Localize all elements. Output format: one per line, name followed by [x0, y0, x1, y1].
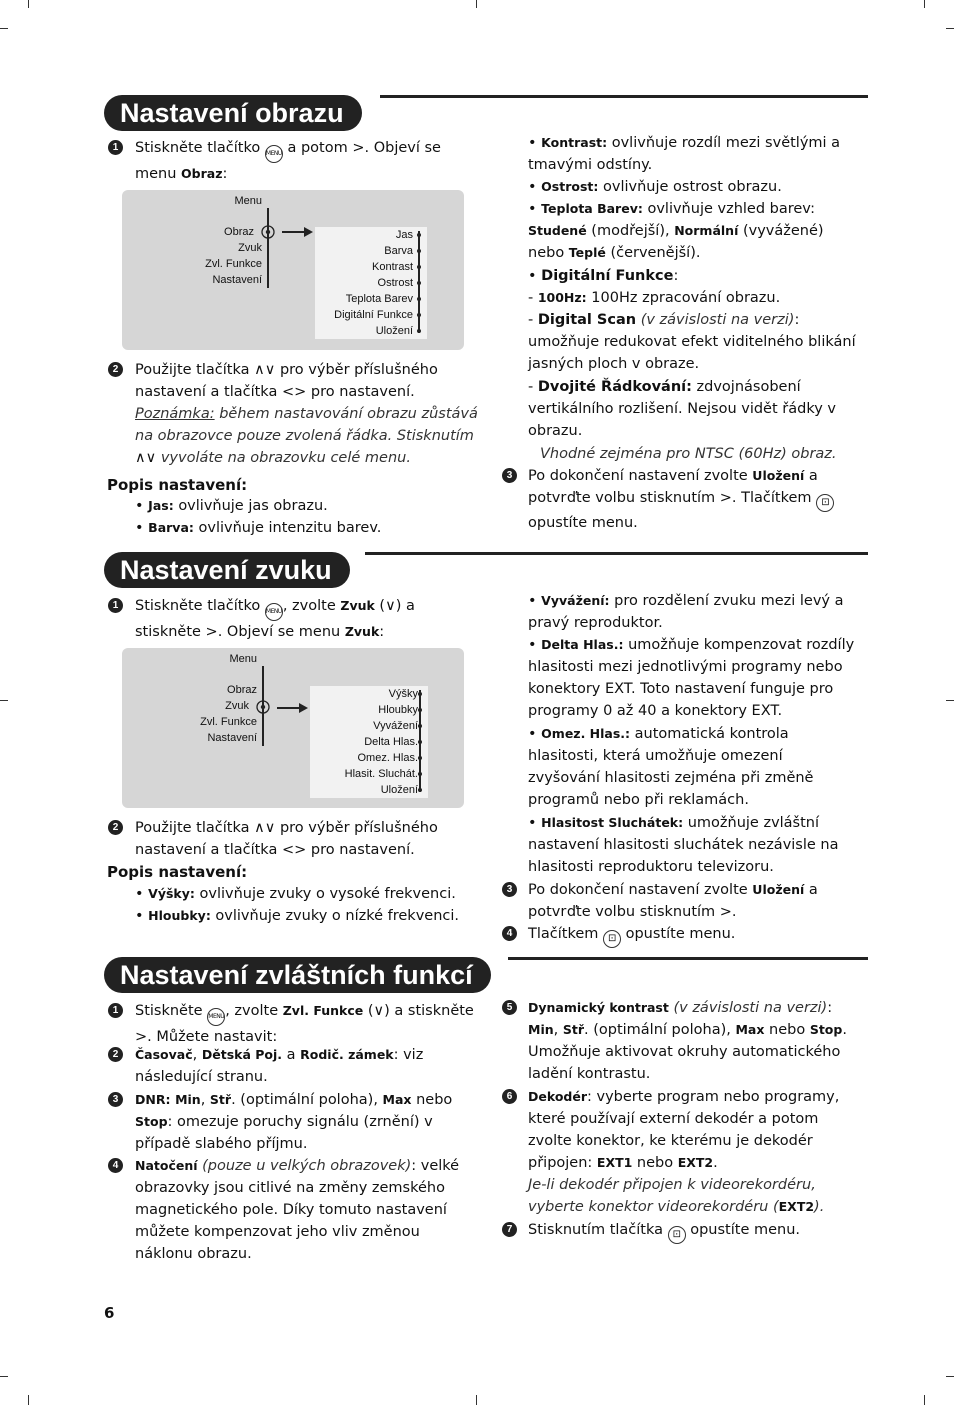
obraz-step2: Použijte tlačítka ∧∨ pro výběr příslušného nastavení a tlačítka <> pro nastavení. Poznámka: během nastavování obrazu zůstává na obrazovce pouze zvolená řádka. Stisknutím ∧∨ vyvoláte na obrazovku celé menu.	[135, 362, 478, 466]
menu-button-icon: MENU	[265, 603, 283, 621]
crop-mark	[924, 1395, 925, 1405]
crop-mark	[946, 700, 954, 701]
funkce-step3: DNR: Min, Stř. (optimální poloha), Max nebo Stop: omezuje poruchy signálu (zrnění) v případě slabého příjmu.	[135, 1092, 453, 1152]
menu-diagram-zvuk	[122, 648, 464, 808]
menu-dot	[418, 756, 422, 760]
funkce-step4: Natočení (pouze u velkých obrazovek): velké obrazovky jsou citlivé na změny zemského magnetického pole. Díky tomuto nastavení můžete kompenzovat jeho vliv změnou náklonu obrazu.	[135, 1158, 460, 1262]
crop-mark	[476, 0, 477, 8]
submenu-item: Hlasit. Sluchát.	[344, 768, 418, 780]
crop-mark	[0, 700, 8, 701]
popis-heading: Popis nastavení:	[107, 476, 248, 494]
menu-item-obraz: Obraz	[227, 684, 257, 696]
submenu-item: Hloubky	[378, 704, 418, 716]
section-title-obraz: Nastavení obrazu	[104, 95, 362, 131]
zvuk-step4: Tlačítkem ⊡ opustíte menu.	[528, 923, 858, 948]
bullet-vyvazeni: • Vyvážení: pro rozdělení zvuku mezi levý a pravý reproduktor.	[528, 593, 844, 631]
menu-dot	[417, 281, 421, 285]
bullet-teplota: • Teplota Barev: ovlivňuje vzhled barev: Studené (modřejší), Normální (vyvážené) nebo Teplé (červenější).	[528, 201, 824, 261]
step-number-3: 3	[502, 468, 517, 483]
navigation-cursor-icon	[259, 223, 279, 243]
funkce-step7: Stisknutím tlačítka ⊡ opustíte menu.	[528, 1219, 858, 1244]
crop-mark	[0, 28, 8, 29]
step-number-3: 3	[108, 1092, 123, 1107]
step-number-7: 7	[502, 1222, 517, 1237]
submenu-item: Barva	[384, 245, 413, 257]
menu-dot	[418, 740, 422, 744]
menu-item-nastaveni: Nastavení	[207, 732, 257, 744]
menu-dot	[417, 249, 421, 253]
crop-mark	[946, 28, 954, 29]
menu-item-zvuk: Zvuk	[225, 700, 249, 712]
step-number-1: 1	[108, 1003, 123, 1018]
step-number-5: 5	[502, 1000, 517, 1015]
bullet-digital: • Digitální Funkce:	[528, 268, 679, 284]
bullet-barva: • Barva: ovlivňuje intenzitu barev.	[135, 520, 382, 536]
funkce-step6: Dekodér: vyberte program nebo programy, které používají externí dekodér a potom zvolte konektor, ke kterému je dekodér připojen: EXT1 nebo EXT2. Je-li dekodér připojen k videorekordéru, vyberte konektor videorekordéru (EXT2).	[528, 1089, 840, 1215]
bullet-jas: • Jas: ovlivňuje jas obrazu.	[135, 498, 328, 514]
section-rule	[365, 552, 868, 555]
section-title-zvuk: Nastavení zvuku	[104, 552, 350, 588]
obraz-step1: Stiskněte tlačítko MENU a potom >. Objeví se menu Obraz:	[135, 140, 441, 182]
submenu-item: Teplota Barev	[345, 293, 413, 305]
menu-item-nastaveni: Nastavení	[212, 274, 262, 286]
arrow-right-icon	[282, 225, 314, 239]
crop-mark	[0, 1376, 8, 1377]
tv-button-icon: ⊡	[603, 930, 621, 948]
menu-button-icon: MENU	[207, 1008, 225, 1026]
menu-dot	[417, 329, 421, 333]
step-number-4: 4	[108, 1158, 123, 1173]
step-number-1: 1	[108, 140, 123, 155]
bullet-hloubky: • Hloubky: ovlivňuje zvuky o nízké frekvenci.	[135, 908, 459, 924]
submenu-item: Ostrost	[377, 277, 413, 289]
menu-button-icon: MENU	[265, 145, 283, 163]
menu-line	[267, 208, 269, 288]
section-rule	[380, 95, 868, 98]
step-number-3: 3	[502, 882, 517, 897]
crop-mark	[946, 1376, 954, 1377]
step-number-1: 1	[108, 598, 123, 613]
bullet-sluchatka: • Hlasitost Sluchátek: umožňuje zvláštní nastavení hlasitosti sluchátek nezávisle na hlasitosti reproduktoru televizoru.	[528, 815, 839, 875]
menu-dot	[418, 724, 422, 728]
crop-mark	[28, 0, 29, 8]
funkce-step5: Dynamický kontrast (v závislosti na verzi): Min, Stř. (optimální poloha), Max nebo Stop. Umožňuje aktivovat okruhy automatického ladění kontrastu.	[528, 1000, 847, 1082]
submenu-item: Omez. Hlas.	[357, 752, 418, 764]
navigation-cursor-icon	[254, 698, 274, 718]
menu-root-label: Menu	[229, 653, 257, 665]
menu-dot	[417, 297, 421, 301]
menu-dot	[418, 772, 422, 776]
page-number: 6	[104, 1304, 115, 1322]
menu-item-zvl-funkce: Zvl. Funkce	[200, 716, 257, 728]
submenu-item: Delta Hlas.	[364, 736, 418, 748]
ntsc-note: Vhodné zejména pro NTSC (60Hz) obraz.	[540, 446, 837, 462]
obraz-step3: Po dokončení nastavení zvolte Uložení a potvrďte volbu stisknutím >. Tlačítkem ⊡ opustíte menu.	[528, 465, 858, 534]
submenu-item: Kontrast	[372, 261, 413, 273]
submenu-item: Digitální Funkce	[334, 309, 413, 321]
submenu-item: Jas	[395, 229, 413, 241]
menu-item-zvl-funkce: Zvl. Funkce	[205, 258, 262, 270]
submenu-item: Výšky	[388, 688, 418, 700]
zvuk-step2: Použijte tlačítka ∧∨ pro výběr příslušného nastavení a tlačítka <> pro nastavení.	[135, 820, 438, 858]
menu-root-label: Menu	[234, 195, 262, 207]
menu-dot	[418, 788, 422, 792]
bullet-100hz: - 100Hz: 100Hz zpracování obrazu.	[528, 290, 781, 306]
step-number-6: 6	[502, 1089, 517, 1104]
popis-heading: Popis nastavení:	[107, 863, 248, 881]
tv-button-icon: ⊡	[668, 1226, 686, 1244]
menu-item-obraz: Obraz	[224, 226, 254, 238]
crop-mark	[924, 0, 925, 8]
menu-dot	[417, 313, 421, 317]
note-label: Poznámka:	[135, 406, 215, 422]
menu-dot	[417, 233, 421, 237]
bullet-omez: • Omez. Hlas.: automatická kontrola hlasitosti, která umožňuje omezení zvyšování hlasitosti zejména při změně programů nebo při reklamách.	[528, 726, 814, 808]
bullet-dvojite: - Dvojité Řádkování: zdvojnásobení vertikálního rozlišení. Nejsou vidět řádky v obrazu.	[528, 379, 836, 439]
menu-item-zvuk: Zvuk	[238, 242, 262, 254]
bullet-delta: • Delta Hlas.: umožňuje kompenzovat rozdíly hlasitosti mezi jednotlivými programy nebo konektory EXT. Toto nastavení funguje pro programy 0 až 40 a konektory EXT.	[528, 637, 855, 719]
arrow-right-icon	[277, 701, 309, 715]
menu-dot	[418, 692, 422, 696]
menu-dot	[417, 265, 421, 269]
funkce-step2: Časovač, Dětská Poj. a Rodič. zámek: viz následující stranu.	[135, 1047, 424, 1085]
bullet-ostrost: • Ostrost: ovlivňuje ostrost obrazu.	[528, 179, 782, 195]
funkce-step1: Stiskněte MENU, zvolte Zvl. Funkce (∨) a stiskněte >. Můžete nastavit:	[135, 1003, 474, 1045]
submenu-panel	[315, 227, 427, 339]
crop-mark	[28, 1395, 29, 1405]
menu-dot	[418, 708, 422, 712]
bullet-vysky: • Výšky: ovlivňuje zvuky o vysoké frekvenci.	[135, 886, 456, 902]
submenu-item: Uložení	[375, 325, 413, 337]
step-number-4: 4	[502, 926, 517, 941]
bullet-kontrast: • Kontrast: ovlivňuje rozdíl mezi světlými a tmavými odstíny.	[528, 135, 841, 173]
submenu-item: Uložení	[380, 784, 418, 796]
zvuk-step3: Po dokončení nastavení zvolte Uložení a potvrďte volbu stisknutím >.	[528, 882, 818, 920]
step-number-2: 2	[108, 820, 123, 835]
step-number-2: 2	[108, 1047, 123, 1062]
crop-mark	[476, 1395, 477, 1405]
menu-diagram-obraz	[122, 190, 464, 350]
zvuk-step1: Stiskněte tlačítko MENU, zvolte Zvuk (∨) a stiskněte >. Objeví se menu Zvuk:	[135, 598, 415, 640]
section-rule	[508, 957, 868, 960]
submenu-item: Vyvážení	[373, 720, 418, 732]
submenu-panel	[310, 686, 428, 798]
bullet-digital-scan: - Digital Scan (v závislosti na verzi): umožňuje redukovat efekt viditelného blikání jasných ploch v obraze.	[528, 312, 856, 372]
step-number-2: 2	[108, 362, 123, 377]
tv-button-icon: ⊡	[816, 494, 834, 512]
section-title-funkce: Nastavení zvláštních funkcí	[104, 957, 491, 993]
